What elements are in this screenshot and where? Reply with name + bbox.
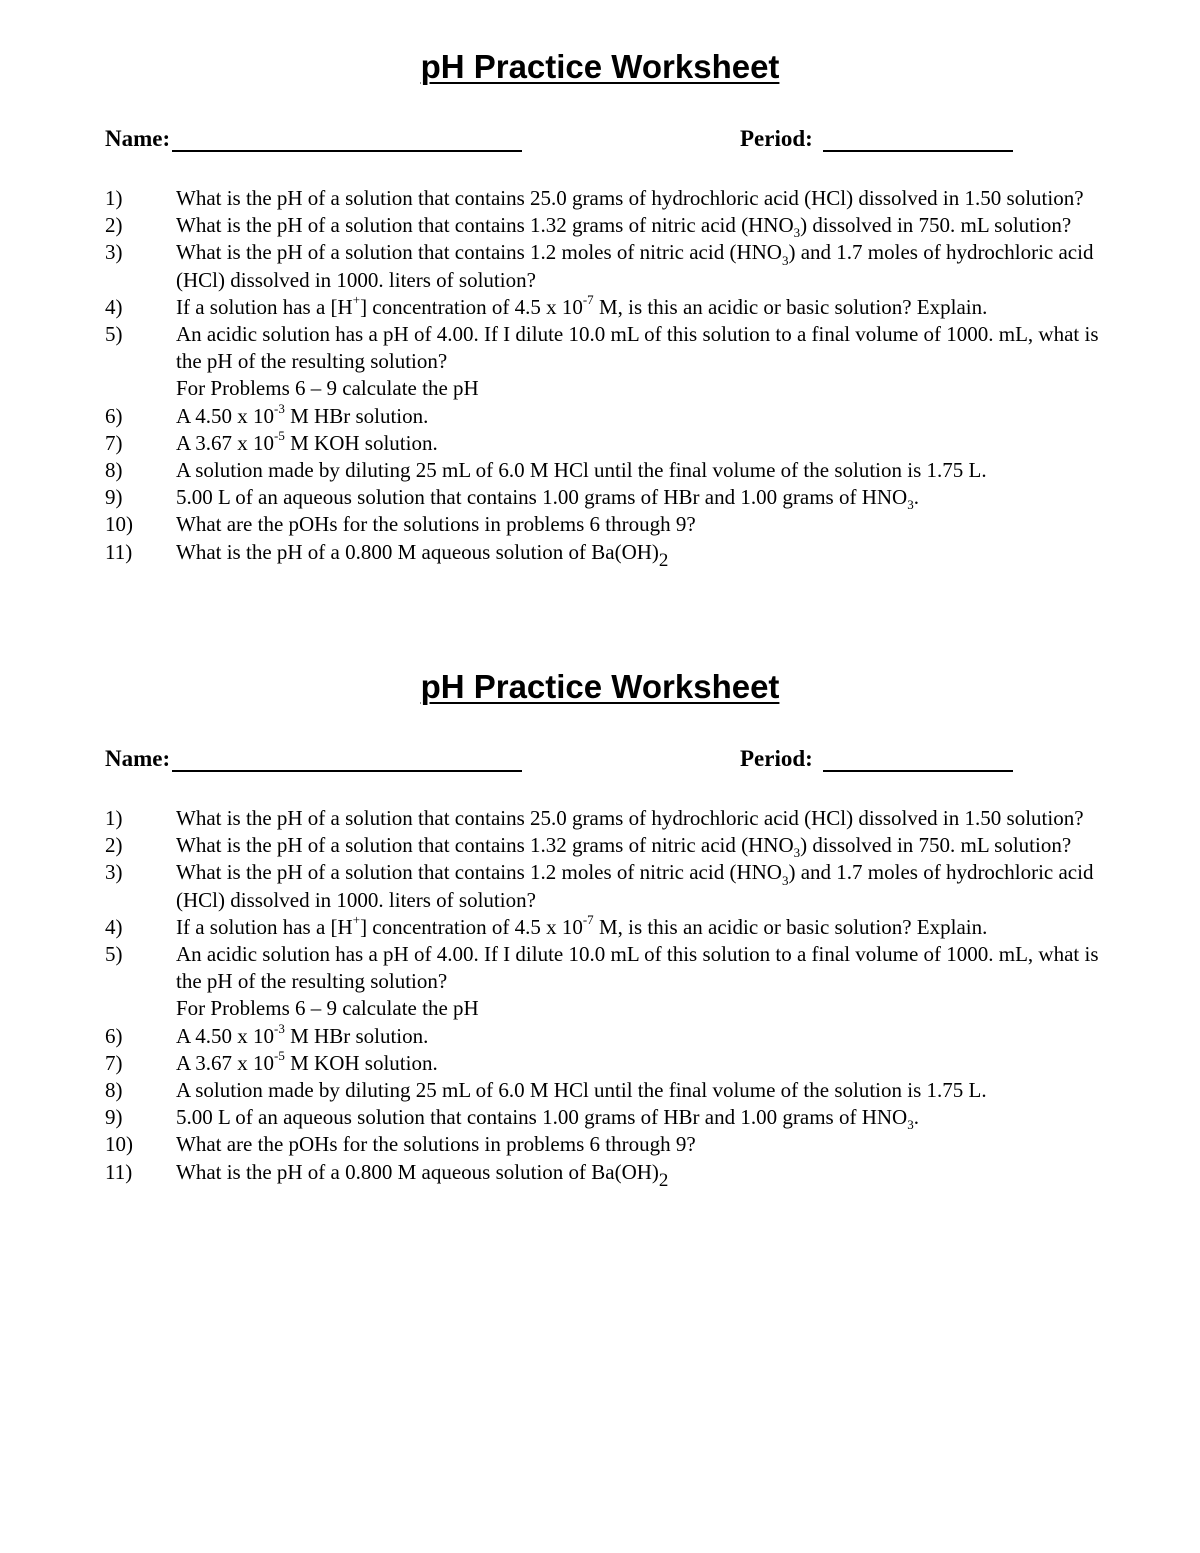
question-text: A solution made by diluting 25 mL of 6.0 M HCl until the final volume of the solution is 1.75 L. <box>176 458 987 483</box>
question-text: 5.00 L of an aqueous solution that contains 1.00 grams of HBr and 1.00 grams of $HNO_3$. <box>176 1105 919 1133</box>
question-number: 1) <box>105 186 123 210</box>
name-label: Name: <box>105 126 171 151</box>
student-fields <box>0 746 1200 786</box>
worksheet-1 <box>0 44 1200 571</box>
instruction-note <box>0 375 1200 402</box>
question-number: 6) <box>105 1023 123 1048</box>
question-3 <box>0 239 1200 293</box>
question-4 <box>0 911 1200 941</box>
question-number: 10) <box>105 512 133 537</box>
period-label: Period: <box>740 126 813 151</box>
question-4 <box>0 291 1200 321</box>
question-list <box>0 185 1200 571</box>
question-text: What is the pH of a solution that contains 1.2 moles of nitric acid $(HNO_3)$ and 1.7 moles of hydrochloric acid (HCl) dissolved in 1000. liters of solution? <box>176 860 1094 912</box>
question-7 <box>0 1047 1200 1077</box>
question-text: What is the pH of a solution that contains 1.32 grams of nitric acid $(HNO_3)$ dissolved in 750. mL solution? <box>176 833 1072 861</box>
period-blank-line[interactable] <box>823 128 1013 152</box>
question-number: 9) <box>105 1105 123 1130</box>
name-field[interactable] <box>105 746 522 772</box>
question-5 <box>0 321 1200 375</box>
question-number: 1) <box>105 806 123 830</box>
question-number: 11) <box>105 1159 133 1184</box>
question-number: 5) <box>105 322 123 347</box>
question-number: 2) <box>105 213 123 238</box>
question-text: What is the pH of a solution that contains 25.0 grams of hydrochloric acid (HCl) dissolved in 1.50 solution? <box>176 806 1084 830</box>
question-text: An acidic solution has a pH of 4.00. If I dilute 10.0 mL of this solution to a final volume of 1000. mL, what is the pH of the resulting solution? <box>176 942 1099 994</box>
question-text: A 4.50 x $10^{-3}$ M HBr solution. <box>176 1020 429 1048</box>
question-list <box>0 805 1200 1191</box>
question-number: 3) <box>105 240 123 265</box>
question-number: 10) <box>105 1132 133 1157</box>
question-1 <box>0 185 1200 212</box>
question-text: What is the pH of a 0.800 M aqueous solution of Ba(OH)2 <box>176 539 669 571</box>
question-text: What are the pOHs for the solutions in problems 6 through 9? <box>176 512 696 537</box>
question-2 <box>0 832 1200 859</box>
question-text: What is the pH of a solution that contains 25.0 grams of hydrochloric acid (HCl) dissolved in 1.50 solution? <box>176 186 1084 210</box>
question-6 <box>0 1020 1200 1050</box>
instruction-note <box>0 995 1200 1022</box>
question-number: 3) <box>105 860 123 885</box>
question-number: 11) <box>105 539 133 564</box>
question-9 <box>0 1104 1200 1131</box>
question-text: A solution made by diluting 25 mL of 6.0 M HCl until the final volume of the solution is 1.75 L. <box>176 1078 987 1103</box>
question-10 <box>0 511 1200 538</box>
question-text: An acidic solution has a pH of 4.00. If I dilute 10.0 mL of this solution to a final volume of 1000. mL, what is the pH of the resulting solution? <box>176 322 1099 374</box>
period-field[interactable] <box>740 746 1013 772</box>
question-1 <box>0 805 1200 832</box>
question-10 <box>0 1131 1200 1158</box>
instruction-text: For Problems 6 – 9 calculate the pH <box>176 376 479 401</box>
name-field[interactable] <box>105 126 522 152</box>
question-text: What is the pH of a solution that contains 1.2 moles of nitric acid $(HNO_3)$ and 1.7 moles of hydrochloric acid (HCl) dissolved in 1000. liters of solution? <box>176 240 1094 292</box>
question-text: What is the pH of a 0.800 M aqueous solution of Ba(OH)2 <box>176 1159 669 1191</box>
question-number: 7) <box>105 430 123 455</box>
question-9 <box>0 484 1200 511</box>
question-number: 4) <box>105 914 123 939</box>
worksheet-title: pH Practice Worksheet <box>420 668 780 705</box>
question-2 <box>0 212 1200 239</box>
question-number: 8) <box>105 1078 123 1103</box>
question-6 <box>0 400 1200 430</box>
name-label: Name: <box>105 746 171 771</box>
instruction-text: For Problems 6 – 9 calculate the pH <box>176 996 479 1021</box>
period-field[interactable] <box>740 126 1013 152</box>
question-number: 4) <box>105 294 123 319</box>
question-text: What is the pH of a solution that contains 1.32 grams of nitric acid $(HNO_3)$ dissolved in 750. mL solution? <box>176 213 1072 241</box>
question-text: If a solution has a [H+] concentration of 4.5 x $10^{-7}$ M, is this an acidic or basic solution? Explain. <box>176 911 988 939</box>
period-label: Period: <box>740 746 813 771</box>
question-number: 9) <box>105 485 123 510</box>
question-text: A 3.67 x $10^{-5}$ M KOH solution. <box>176 1047 438 1075</box>
worksheet-2 <box>0 664 1200 1191</box>
period-blank-line[interactable] <box>823 748 1013 772</box>
question-text: What are the pOHs for the solutions in problems 6 through 9? <box>176 1132 696 1157</box>
question-3 <box>0 859 1200 913</box>
question-number: 8) <box>105 458 123 483</box>
question-text: 5.00 L of an aqueous solution that contains 1.00 grams of HBr and 1.00 grams of $HNO_3$. <box>176 485 919 513</box>
name-blank-line[interactable] <box>172 748 522 772</box>
question-8 <box>0 457 1200 484</box>
question-7 <box>0 427 1200 457</box>
question-11 <box>0 539 1200 571</box>
question-8 <box>0 1077 1200 1104</box>
student-fields <box>0 126 1200 166</box>
question-text: A 4.50 x $10^{-3}$ M HBr solution. <box>176 400 429 428</box>
question-11 <box>0 1159 1200 1191</box>
question-number: 6) <box>105 403 123 428</box>
question-number: 2) <box>105 833 123 858</box>
name-blank-line[interactable] <box>172 128 522 152</box>
question-text: If a solution has a [H+] concentration of 4.5 x $10^{-7}$ M, is this an acidic or basic solution? Explain. <box>176 291 988 319</box>
question-number: 5) <box>105 942 123 967</box>
question-text: A 3.67 x $10^{-5}$ M KOH solution. <box>176 427 438 455</box>
question-number: 7) <box>105 1050 123 1075</box>
question-5 <box>0 941 1200 995</box>
worksheet-title: pH Practice Worksheet <box>420 48 780 85</box>
